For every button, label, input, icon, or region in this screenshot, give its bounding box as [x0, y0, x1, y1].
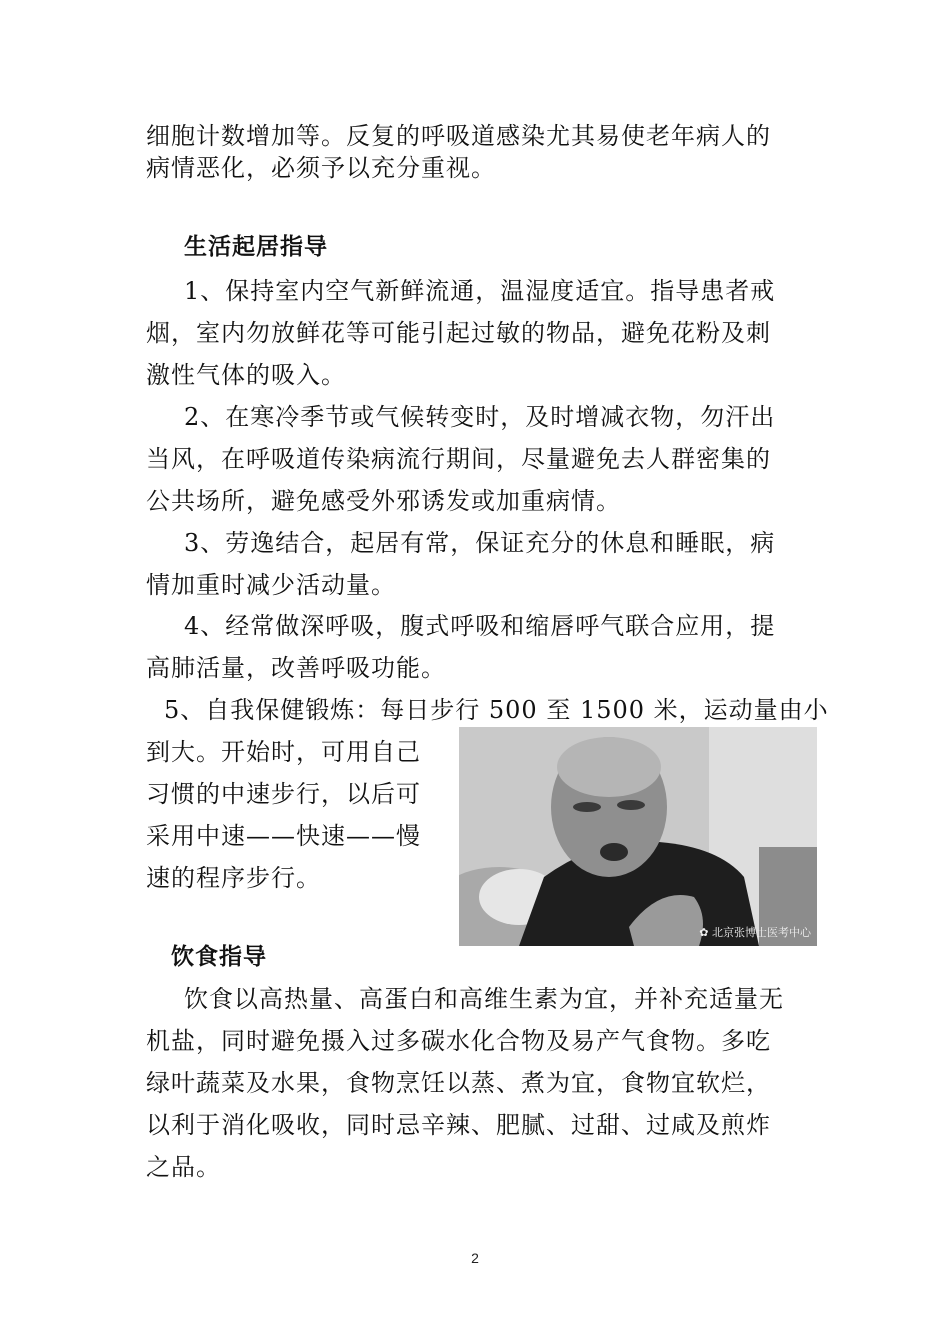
- diet-line-3: 绿叶蔬菜及水果，食物烹饪以蒸、煮为宜，食物宜软烂，: [146, 1069, 771, 1097]
- item-3-line-1: 3、劳逸结合，起居有常，保证充分的休息和睡眠，病: [184, 529, 776, 557]
- intro-line-1: 细胞计数增加等。反复的呼吸道感染尤其易使老年病人的: [146, 122, 771, 150]
- photo-illustration: [459, 727, 817, 946]
- item-3-line-2: 情加重时减少活动量。: [146, 571, 396, 599]
- item-2-line-1: 2、在寒冷季节或气候转变时，及时增减衣物，勿汗出: [184, 403, 776, 431]
- diet-guidance-heading: 饮食指导: [171, 944, 267, 970]
- living-guidance-heading: 生活起居指导: [184, 234, 328, 260]
- item-2-line-2: 当风，在呼吸道传染病流行期间，尽量避免去人群密集的: [146, 445, 771, 473]
- item-5-line-4: 采用中速——快速——慢: [146, 822, 421, 850]
- item-1-line-2: 烟，室内勿放鲜花等可能引起过敏的物品，避免花粉及刺: [146, 319, 771, 347]
- photo-watermark: ✿ 北京张博士医考中心: [699, 926, 811, 939]
- item-1-line-3: 激性气体的吸入。: [146, 361, 346, 389]
- item-5-line-1: 5、自我保健锻炼：每日步行 500 至 1500 米，运动量由小: [164, 696, 829, 724]
- item-2-line-3: 公共场所，避免感受外邪诱发或加重病情。: [146, 487, 621, 515]
- item-4-line-1: 4、经常做深呼吸，腹式呼吸和缩唇呼气联合应用，提: [184, 612, 776, 640]
- item-5-line-5: 速的程序步行。: [146, 864, 321, 892]
- item-4-line-2: 高肺活量，改善呼吸功能。: [146, 654, 446, 682]
- diet-line-5: 之品。: [146, 1153, 221, 1181]
- coughing-man-photo: [459, 727, 817, 946]
- diet-line-4: 以利于消化吸收，同时忌辛辣、肥腻、过甜、过咸及煎炸: [146, 1111, 771, 1139]
- item-5-line-3: 习惯的中速步行，以后可: [146, 780, 421, 808]
- item-5-line-2: 到大。开始时，可用自己: [146, 738, 421, 766]
- intro-line-2: 病情恶化，必须予以充分重视。: [146, 154, 496, 182]
- intro-paragraph: [146, 120, 771, 184]
- page-number: 2: [471, 1250, 479, 1266]
- diet-line-2: 机盐，同时避免摄入过多碳水化合物及易产气食物。多吃: [146, 1027, 771, 1055]
- diet-line-1: 饮食以高热量、高蛋白和高维生素为宜，并补充适量无: [184, 985, 784, 1013]
- item-1-line-1: 1、保持室内空气新鲜流通，温湿度适宜。指导患者戒: [184, 277, 776, 305]
- photo-watermark-text: 北京张博士医考中心: [712, 926, 811, 939]
